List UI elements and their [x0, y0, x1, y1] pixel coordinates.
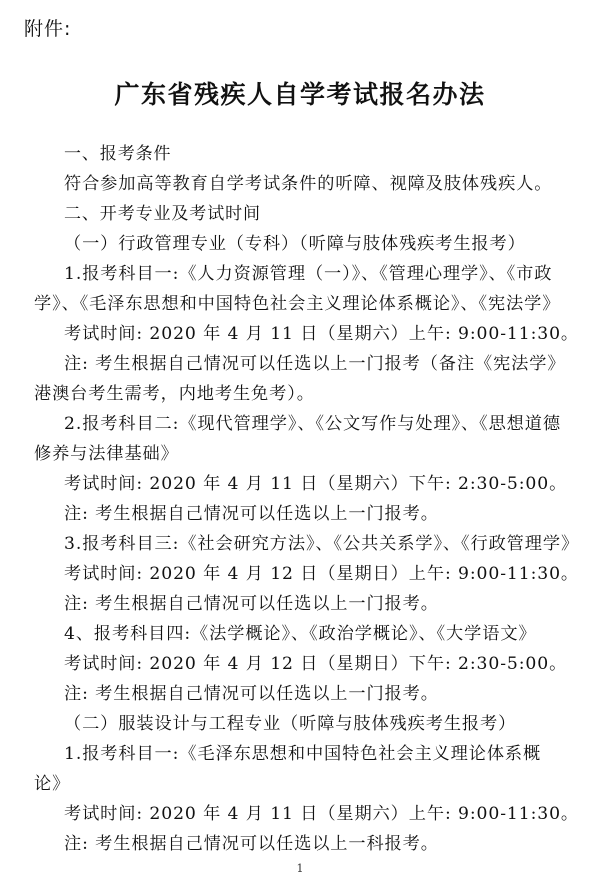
- note-line: 注: 考生根据自己情况可以任选以上一门报考。: [64, 684, 439, 704]
- paragraph-line: 4、报考科目四:《法学概论》、《政治学概论》、《大学语文》: [64, 624, 537, 644]
- paragraph-line: 修养与法律基础》: [34, 444, 179, 464]
- section-heading-1: 一、报考条件: [64, 144, 172, 164]
- exam-time-line: 考试时间: 2020 年 4 月 12 日（星期日）下午: 2:30-5:00。: [64, 654, 568, 674]
- paragraph-line: 1.报考科目一:《毛泽东思想和中国特色社会主义理论体系概: [64, 744, 542, 764]
- paragraph-line: 符合参加高等教育自学考试条件的听障、视障及肢体残疾人。: [64, 174, 553, 194]
- exam-time-line: 考试时间: 2020 年 4 月 11 日（星期六）下午: 2:30-5:00。: [64, 474, 568, 494]
- note-line: 注: 考生根据自己情况可以任选以上一门报考。: [64, 504, 439, 524]
- attachment-label: 附件:: [24, 18, 72, 40]
- section-heading-2: 二、开考专业及考试时间: [64, 204, 261, 224]
- paragraph-line: 论》: [34, 774, 71, 794]
- exam-time-line: 考试时间: 2020 年 4 月 11 日（星期六）上午: 9:00-11:30。: [64, 324, 580, 344]
- paragraph-line: 1.报考科目一:《人力资源管理（一）》、《管理心理学》、《市政: [64, 264, 553, 284]
- note-line: 注: 考生根据自己情况可以任选以上一门报考。: [64, 594, 439, 614]
- note-line: 注: 考生根据自己情况可以任选以上一科报考。: [64, 834, 439, 854]
- paragraph-line: 2.报考科目二:《现代管理学》、《公文写作与处理》、《思想道德: [64, 414, 561, 434]
- note-line: 港澳台考生需考，内地考生免考）。: [34, 384, 315, 404]
- exam-time-line: 考试时间: 2020 年 4 月 11 日（星期六）上午: 9:00-11:30。: [64, 804, 580, 824]
- note-line: 注: 考生根据自己情况可以任选以上一门报考（备注《宪法学》: [64, 354, 566, 374]
- page-number: 1: [296, 862, 304, 875]
- subsection-heading-1: （一）行政管理专业（专科）（听障与肢体残疾考生报考）: [64, 234, 526, 254]
- subsection-heading-2: （二）服装设计与工程专业（听障与肢体残疾考生报考）: [64, 714, 517, 734]
- page-title: 广东省残疾人自学考试报名办法: [114, 80, 486, 109]
- paragraph-line: 学》、《毛泽东思想和中国特色社会主义理论体系概论》、《宪法学》: [34, 294, 561, 314]
- paragraph-line: 3.报考科目三:《社会研究方法》、《公共关系学》、《行政管理学》: [64, 534, 580, 554]
- exam-time-line: 考试时间: 2020 年 4 月 12 日（星期日）上午: 9:00-11:30。: [64, 564, 580, 584]
